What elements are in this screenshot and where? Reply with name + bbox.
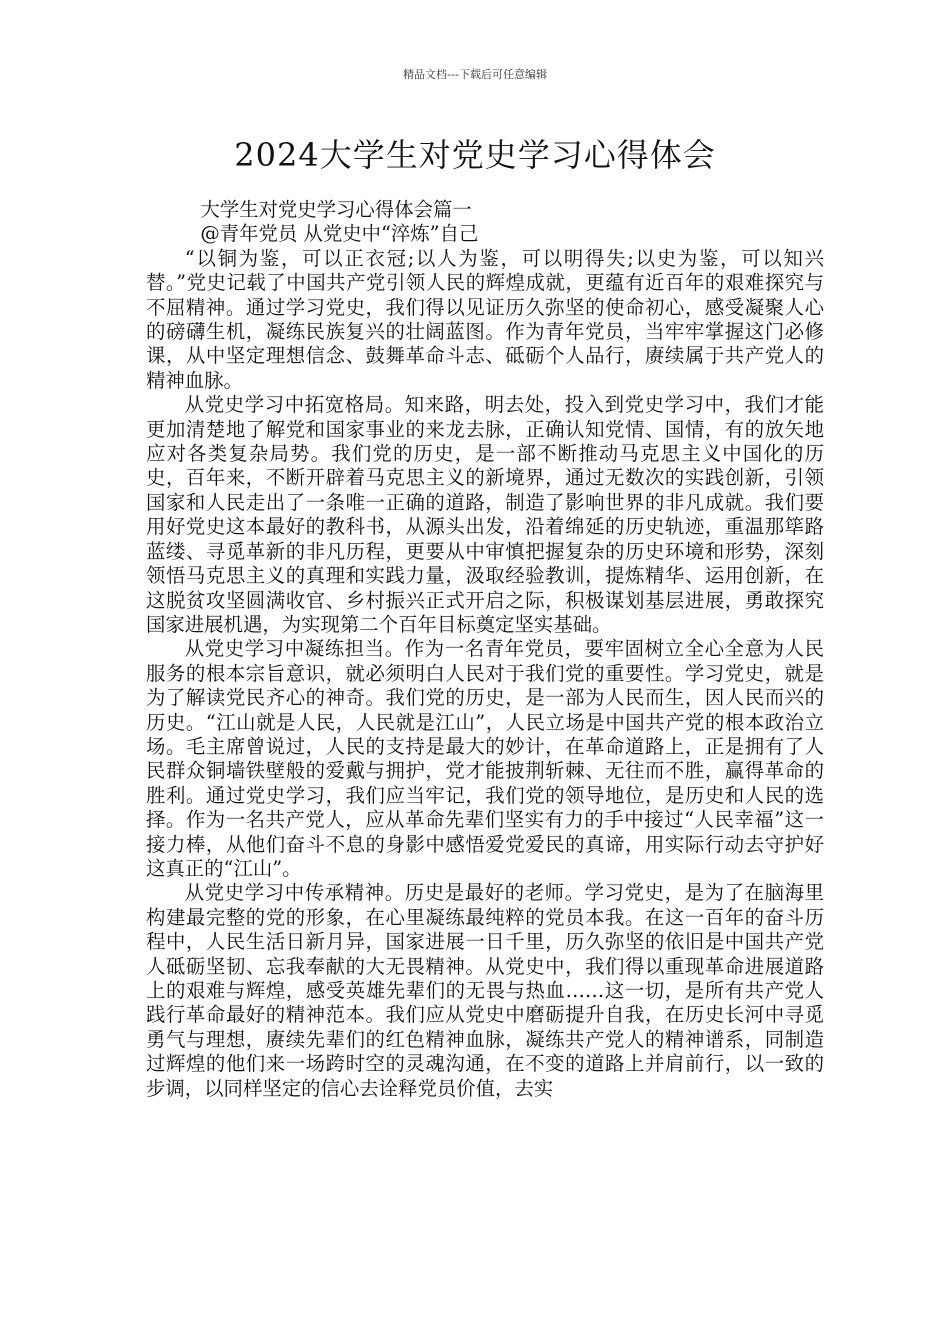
paragraph-broaden-vision: 从党史学习中拓宽格局。知来路，明去处，投入到党史学习中，我们才能更加清楚地了解党和国家事业的来龙去脉，正确认知党情、国情，有的放矢地应对各类复杂局势。我们党的历史，是一部不断推动马克思主义中国化的历史，百年来，不断开辟着马克思主义的新境界，通过无数次的实践创新，引领国家和人民走出了一条唯一正确的道路，制造了影响世界的非凡成就。我们要用好党史这本最好的教科书，从源头出发，沿着绵延的历史轨迹，重温那筚路蓝缕、寻觅革新的非凡历程，更要从中审慎把握复杂的历史环境和形势，深刻领悟马克思主义的真理和实践力量，汲取经验教训，提炼精华、运用创新，在这脱贫攻坚圆满收官、乡村振兴正式开启之际，积极谋划基层进展，勇敢探究国家进展机遇，为实现第二个百年目标奠定坚实基础。 <box>146 393 824 636</box>
section-byline: @青年党员 从党史中“淬炼”自己 <box>200 222 479 246</box>
document-title: 2024大学生对党史学习心得体会 <box>234 136 716 174</box>
paragraph-inherit-spirit: 从党史学习中传承精神。历史是最好的老师。学习党史，是为了在脑海里构建最完整的党的形象，在心里凝练最纯粹的党员本我。在这一百年的奋斗历程中，人民生活日新月异，国家进展一日千里，历久弥坚的依旧是中国共产党人砥砺坚韧、忘我奉献的大无畏精神。从党史中，我们得以重现革命进展道路上的艰难与辉煌，感受英雄先辈们的无畏与热血……这一切，是所有共产党人践行革命最好的精神范本。我们应从党史中磨砺提升自我，在历史长河中寻觅勇气与理想，赓续先辈们的红色精神血脉，凝练共产党人的精神谱系，同制造过辉煌的他们来一场跨时空的灵魂沟通，在不变的道路上并肩前行，以一致的步调，以同样坚定的信心去诠释党员价值，去实 <box>146 881 824 1100</box>
paragraph-intro: “以铜为鉴，可以正衣冠;以人为鉴，可以明得失;以史为鉴，可以知兴替。”党史记载了中国共产党引领人民的辉煌成就，更蕴有近百年的艰难探究与不屈精神。通过学习党史，我们得以见证历久弥坚的使命初心，感受凝聚人心的磅礴生机，凝练民族复兴的壮阔蓝图。作为青年党员，当牢牢掌握这门必修课，从中坚定理想信念、鼓舞革命斗志、砥砺个人品行，赓续属于共产党人的精神血脉。 <box>146 246 824 392</box>
section-subheading: 大学生对党史学习心得体会篇一 <box>200 198 472 221</box>
header-note: 精品文档---下载后可任意编辑 <box>403 68 547 81</box>
document-body <box>146 198 824 1101</box>
paragraph-responsibility: 从党史学习中凝练担当。作为一名青年党员，要牢固树立全心全意为人民服务的根本宗旨意识，就必须明白人民对于我们党的重要性。学习党史，就是为了解读党民齐心的神奇。我们党的历史，是一部为人民而生，因人民而兴的历史。“江山就是人民，人民就是江山”，人民立场是中国共产党的根本政治立场。毛主席曾说过，人民的支持是最大的妙计，在革命道路上，正是拥有了人民群众铜墙铁壁般的爱戴与拥护，党才能披荆斩棘、无往而不胜，赢得革命的胜利。通过党史学习，我们应当牢记，我们党的领导地位，是历史和人民的选择。作为一名共产党人，应从革命先辈们坚实有力的手中接过“人民幸福”这一接力棒，从他们奋斗不息的身影中感悟爱党爱民的真谛，用实际行动去守护好这真正的“江山”。 <box>146 637 824 880</box>
